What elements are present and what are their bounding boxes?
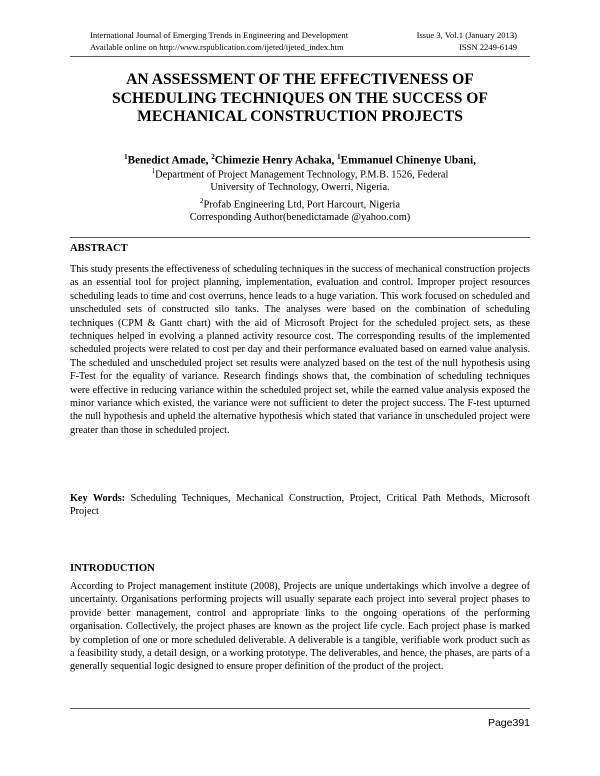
page-number: Page391 [487, 717, 530, 729]
keywords-text: Scheduling Techniques, Mechanical Construction, Project, Critical Path Methods, Microsoft Project [70, 493, 531, 518]
author-sup: 1 [124, 153, 128, 161]
running-header-line1 [90, 30, 517, 41]
author-name: Chimezie Henry Achaka, [214, 154, 338, 167]
abstract-heading: ABSTRACT [70, 243, 128, 254]
keywords [70, 492, 530, 519]
author-sup: 2 [211, 153, 215, 161]
running-header-line2 [90, 42, 517, 53]
keywords-label: Key Words: [70, 493, 126, 504]
header-rule [70, 56, 530, 57]
affiliation-sup: 2 [200, 197, 204, 206]
title-line: SCHEDULING TECHNIQUES ON THE SUCCESS OF [112, 89, 488, 107]
title-line: AN ASSESSMENT OF THE EFFECTIVENESS OF [126, 71, 474, 88]
issue-info: Issue 3, Vol.1 (January 2013) [416, 30, 517, 40]
footer-rule [70, 708, 530, 709]
abstract-text: This study presents the effectiveness of scheduling techniques in the success of mechanical construction projects as an essential tool for project planning, implementation, evaluation and control. Improper project resources scheduling leads to time and cost overruns, hence leads to a huge variation. This work focused on scheduled and unscheduled sets of constructed silo tanks. The analyses were based on the combination of scheduling techniques (CPM & Gantt chart) with the aid of Microsoft Project for the scheduled project sets, as these techniques helped in evolving a planned activity resource cost. The corresponding results of the implemented scheduled projects were related to cost per day and their performance evaluated based on earned value analysis. The scheduled and unscheduled project set results were analyzed based on the test of the null hypothesis using F-Test for the equality of variance. Research findings shows that, the combination of scheduling techniques were effective in reducing variance within the scheduled project set, while the earned value analysis exposed the minor variance which existed, the variance were not sufficient to deter the project success. The F-test upturned the null hypothesis and upheld the alternative hypothesis which stated that variance in unscheduled project were greater than those in scheduled project. [70, 264, 530, 436]
journal-name: International Journal of Emerging Trends in Engineering and Development [90, 30, 349, 40]
section-rule [70, 237, 530, 238]
affiliation-text: Profab Engineering Ltd, Port Harcourt, Nigeria [203, 199, 400, 211]
introduction-heading: INTRODUCTION [70, 563, 155, 574]
author-sup: 1 [337, 153, 341, 161]
affiliations [150, 165, 450, 225]
introduction-text: According to Project management institute (2008), Projects are unique undertakings which involve a degree of uncertainty. Organisations performing projects will usually separate each project into several project phases to provide better management, control and appropriate links to the ongoing operations of the performing organisation. Collectively, the project phases are known as the project life cycle. Each project phase is marked by completion of one or more scheduled deliverable. A deliverable is a tangible, verifiable work product such as a feasibility study, a detail design, or a working prototype. The deliverables, and hence, the phases, are parts of a generally sequential logic designed to ensure proper definition of the product of the project. [70, 581, 530, 673]
availability-url: Available online on http://www.rspublication.com/ijeted/ijeted_index.htm [90, 42, 344, 52]
affiliation-2 [150, 195, 450, 212]
corresponding-author: Corresponding Author(benedictamade @yahoo.com) [189, 212, 411, 224]
affiliation-1 [150, 165, 450, 195]
issn: ISSN 2249-6149 [458, 42, 517, 52]
author-name: Benedict Amade, [127, 154, 212, 167]
affiliation-sup: 1 [151, 167, 156, 175]
paper-title [70, 71, 530, 127]
author-name: Emmanuel Chinenye Ubani, [340, 154, 476, 167]
title-line: MECHANICAL CONSTRUCTION PROJECTS [137, 108, 463, 125]
affiliation-text: Department of Project Management Technology, P.M.B. 1526, Federal University of Technology, Owerri, Nigeria. [155, 169, 449, 194]
